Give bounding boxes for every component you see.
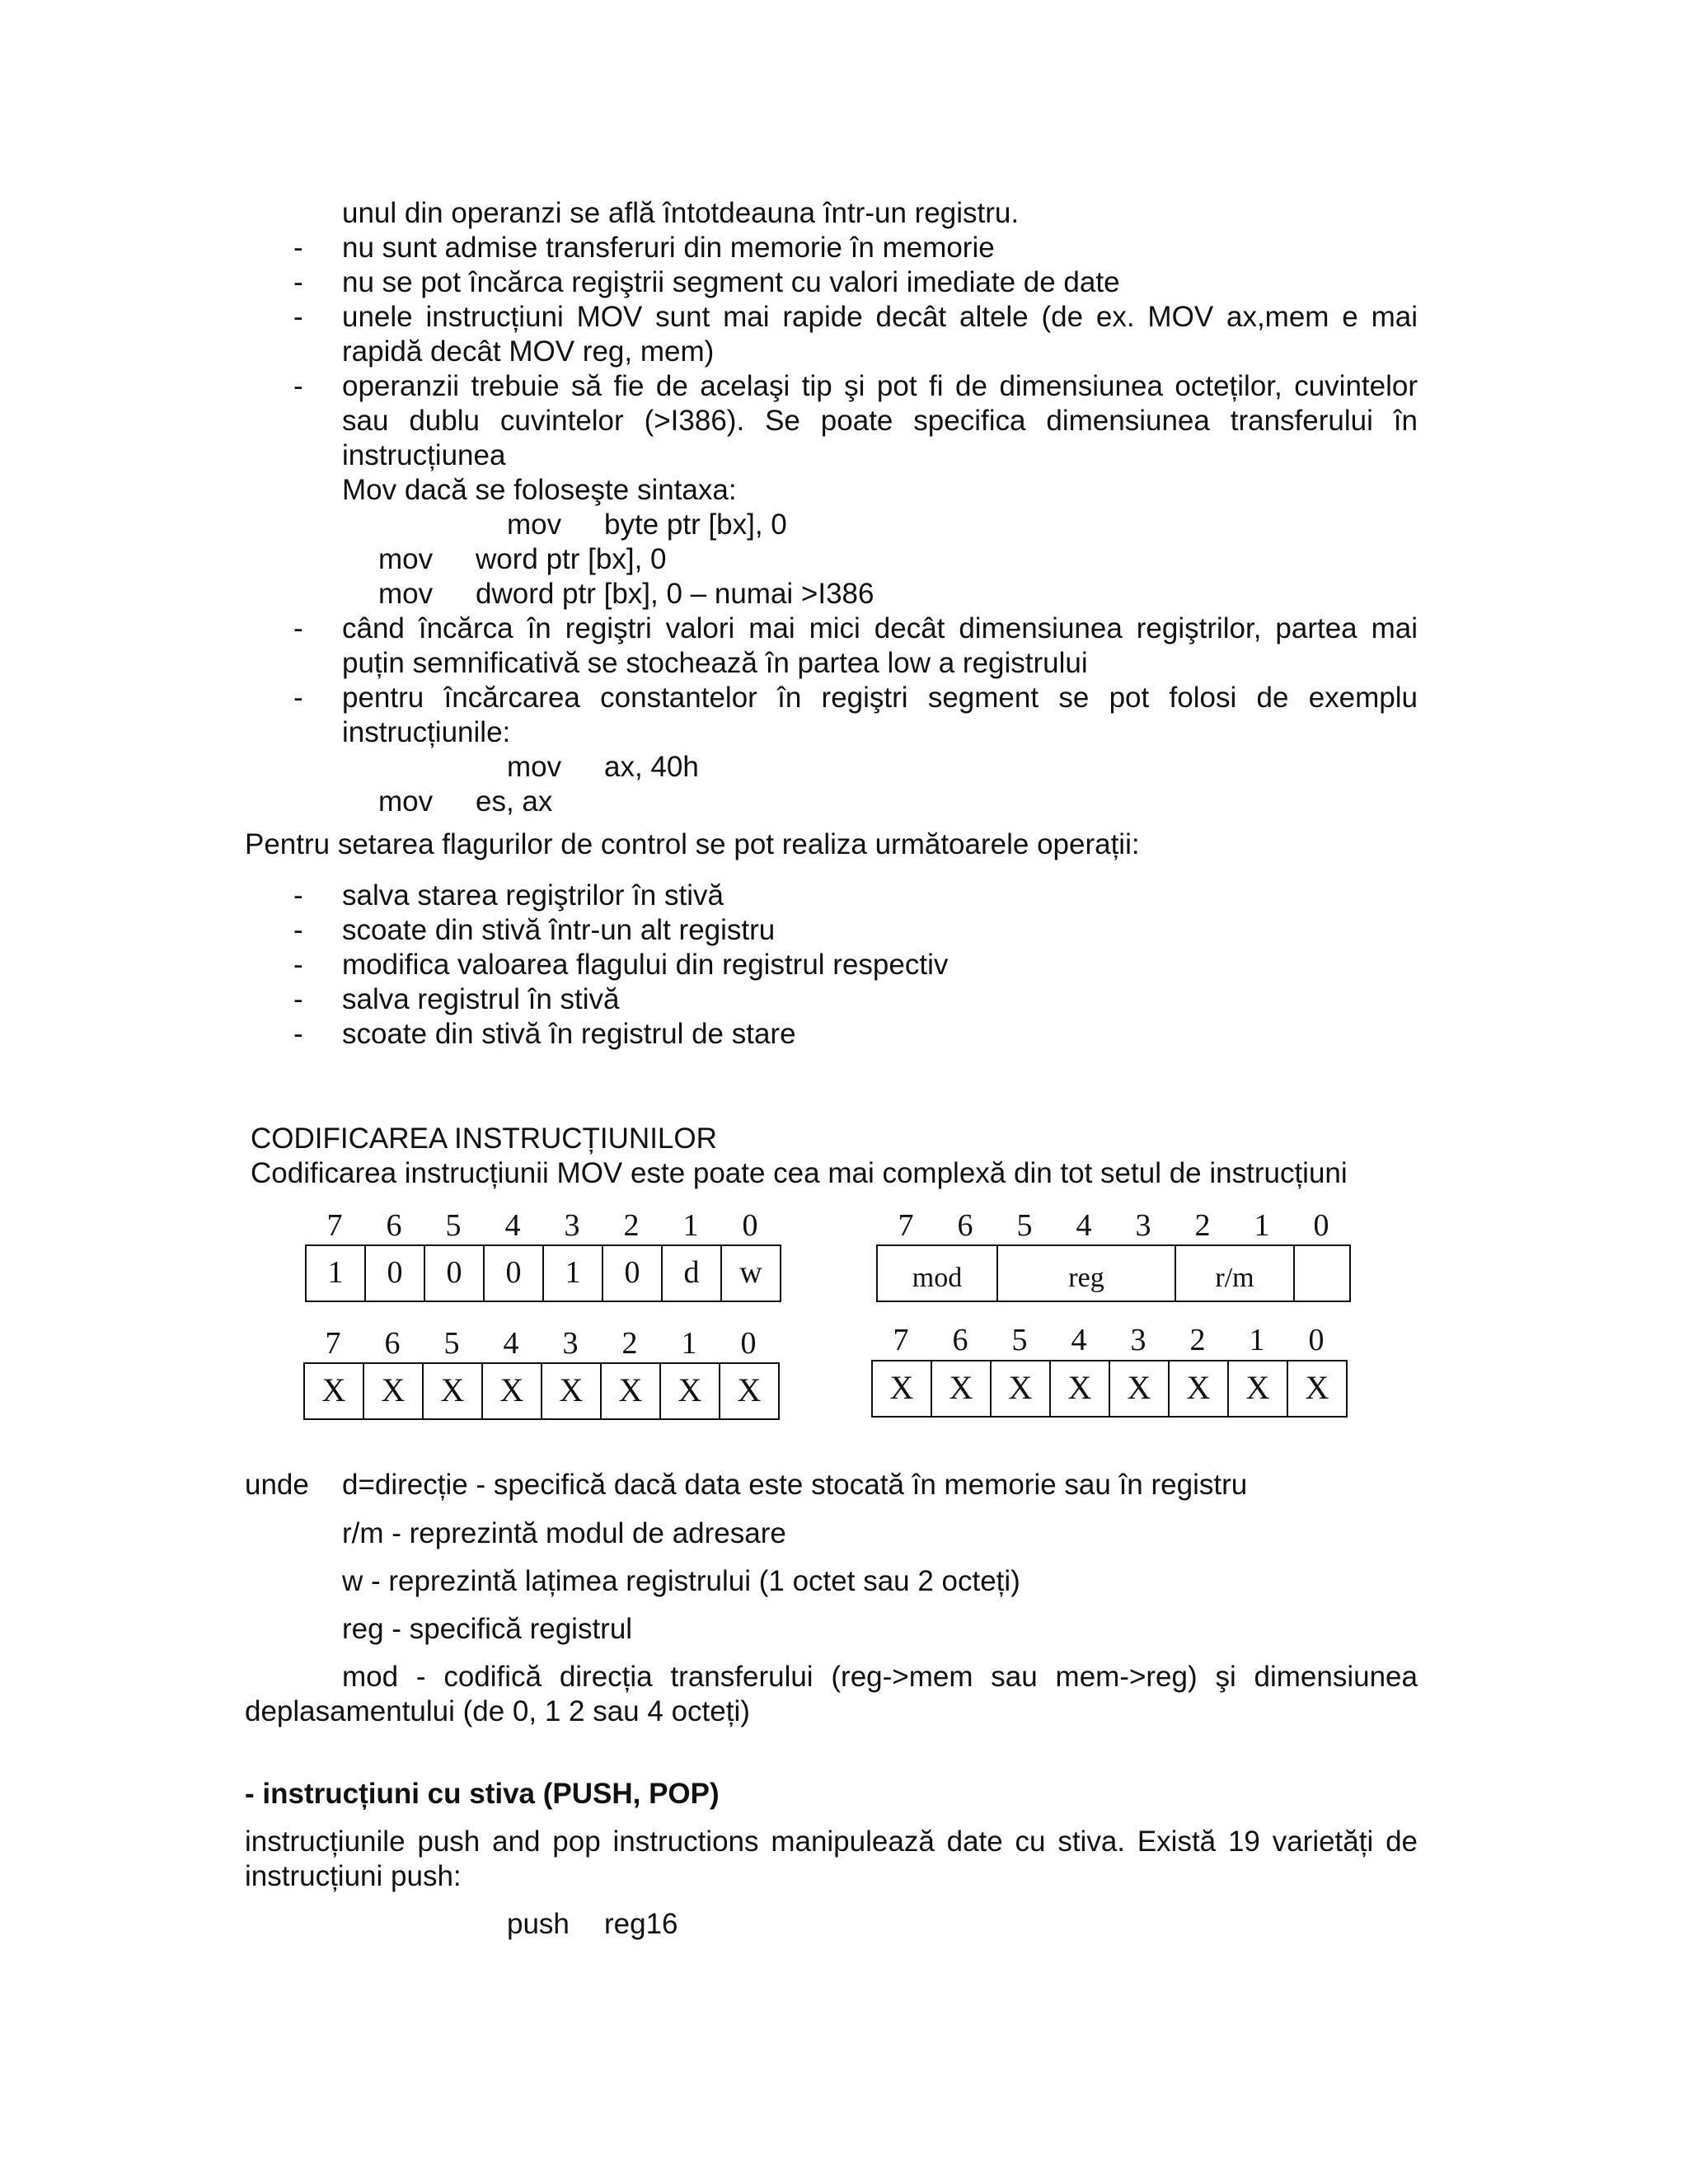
legend-unde: unde (245, 1469, 309, 1501)
x-bit: X (990, 1360, 1051, 1418)
list-item: nu se pot încărca regiştrii segment cu valori imediate de date (342, 266, 1120, 298)
list-item-cont: instrucțiunea (342, 439, 506, 471)
code-mnemonic: mov (378, 578, 434, 610)
bit-number: 5 (445, 1208, 462, 1243)
code-operands: es, ax (476, 785, 553, 818)
opcode-bit: 0 (364, 1244, 425, 1302)
x-bit: X (871, 1360, 932, 1418)
list-item-cont: rapidă decât MOV reg, mem) (342, 335, 715, 368)
list-item: salva registrul în stivă (342, 983, 620, 1015)
x-bit: X (303, 1362, 364, 1420)
list-item-cont: instrucțiunile: (342, 716, 511, 748)
list-item: modifica valoarea flagului din registrul respectiv (342, 949, 949, 981)
x-bit: X (422, 1362, 483, 1420)
list-item: scoate din stivă în registrul de stare (342, 1018, 796, 1050)
legend-d: d=direcție - specifică dacă data este stocată în memorie sau în registru (342, 1469, 1248, 1501)
code-mnemonic: mov (378, 785, 434, 818)
list-item: unele instrucțiuni MOV sunt mai rapide decât altele (de ex. MOV ax,mem e mai (342, 301, 1418, 333)
direction-bit: d (661, 1244, 722, 1302)
list-dash: - (293, 232, 303, 264)
x-bit: X (1227, 1360, 1288, 1418)
bit-number: 1 (682, 1208, 699, 1243)
bit-number: 3 (562, 1326, 579, 1361)
reg-field: reg (996, 1246, 1175, 1301)
bit-number: 5 (443, 1326, 460, 1361)
x-bit: X (1168, 1360, 1229, 1418)
x-bit: X (600, 1362, 661, 1420)
bit-number: 4 (503, 1326, 519, 1361)
rm-field-tail (1293, 1246, 1349, 1301)
list-item: pentru încărcarea constantelor în regiştri segment se pot folosi de exemplu (342, 682, 1418, 714)
list-dash: - (293, 682, 303, 714)
list-item-cont: Mov dacă se foloseşte sintaxa: (342, 474, 737, 506)
bit-number: 4 (1076, 1208, 1092, 1243)
bit-number: 2 (621, 1326, 638, 1361)
list-dash: - (293, 1018, 303, 1050)
opcode-bit: 0 (424, 1244, 485, 1302)
code-operands: byte ptr [bx], 0 (604, 509, 787, 541)
bit-number: 2 (1194, 1208, 1211, 1243)
bit-number: 0 (1308, 1323, 1325, 1357)
legend-reg: reg - specifică registrul (342, 1613, 633, 1645)
x-bit: X (541, 1362, 602, 1420)
flags-intro: Pentru setarea flagurilor de control se pot realiza următoarele operații: (245, 828, 1140, 860)
opcode-bit: 1 (305, 1244, 366, 1302)
code-mnemonic: mov (378, 543, 434, 575)
bit-number: 5 (1011, 1323, 1028, 1357)
list-dash: - (293, 266, 303, 298)
width-bit: w (720, 1244, 781, 1302)
modrm-byte (876, 1244, 1351, 1302)
x-bit: X (719, 1362, 780, 1420)
list-item: nu sunt admise transferuri din memorie în memorie (342, 232, 995, 264)
text-line: unul din operanzi se află întotdeauna într-un registru. (342, 197, 1020, 229)
stack-heading: - instrucțiuni cu stiva (PUSH, POP) (245, 1778, 720, 1810)
code-operands: ax, 40h (604, 751, 699, 783)
code-operands: dword ptr [bx], 0 – numai >I386 (476, 578, 874, 610)
list-item: scoate din stivă într-un alt registru (342, 914, 776, 946)
code-operands: word ptr [bx], 0 (476, 543, 667, 575)
code-operands: reg16 (604, 1908, 678, 1940)
legend-rm: r/m - reprezintă modul de adresare (342, 1517, 786, 1549)
bit-number: 3 (564, 1208, 580, 1243)
bit-number: 6 (957, 1208, 973, 1243)
bit-number: 6 (386, 1208, 402, 1243)
list-item-cont: puțin semnificativă se stochează în partea low a registrului (342, 647, 1088, 679)
list-dash: - (293, 879, 303, 912)
bit-number: 0 (742, 1208, 758, 1243)
bit-number: 7 (893, 1323, 909, 1357)
x-bit: X (1049, 1360, 1110, 1418)
opcode-bit: 1 (542, 1244, 603, 1302)
bit-number: 7 (898, 1208, 914, 1243)
bit-number: 0 (740, 1326, 757, 1361)
opcode-bit: 0 (602, 1244, 663, 1302)
x-bit: X (363, 1362, 424, 1420)
bit-number: 4 (1071, 1323, 1087, 1357)
bit-number: 5 (1016, 1208, 1033, 1243)
list-dash: - (293, 914, 303, 946)
list-item: când încărca în regiştri valori mai mici decât dimensiunea regiştrilor, partea mai (342, 612, 1418, 644)
section-heading: CODIFICAREA INSTRUCȚIUNILOR (251, 1122, 717, 1155)
x-bit: X (481, 1362, 542, 1420)
list-item: salva starea regiştrilor în stivă (342, 879, 724, 912)
bit-number: 1 (681, 1326, 697, 1361)
bit-number: 2 (623, 1208, 640, 1243)
code-mnemonic: mov (507, 751, 562, 783)
rm-field: r/m (1175, 1246, 1293, 1301)
bit-number: 2 (1189, 1323, 1206, 1357)
list-dash: - (293, 370, 303, 402)
bit-number: 0 (1313, 1208, 1329, 1243)
bit-number: 3 (1130, 1323, 1146, 1357)
x-bit: X (931, 1360, 992, 1418)
bit-number: 1 (1254, 1208, 1270, 1243)
opcode-bit: 0 (483, 1244, 544, 1302)
stack-paragraph: instrucțiunile push and pop instructions manipulează date cu stiva. Există 19 varietăți de (245, 1825, 1418, 1858)
mod-field: mod (912, 1263, 963, 1293)
list-dash: - (293, 949, 303, 981)
list-item-cont: sau dublu cuvintelor (>I386). Se poate specifica dimensiunea transferului în (342, 405, 1418, 437)
bit-number: 4 (504, 1208, 521, 1243)
code-mnemonic: mov (507, 509, 562, 541)
legend-w: w - reprezintă lațimea registrului (1 octet sau 2 octeți) (342, 1565, 1020, 1597)
list-item: operanzii trebuie să fie de acelaşi tip şi pot fi de dimensiunea octeților, cuvintelor (342, 370, 1418, 402)
bit-number: 6 (952, 1323, 968, 1357)
bit-number: 3 (1135, 1208, 1151, 1243)
section-subtitle: Codificarea instrucțiunii MOV este poate cea mai complexă din tot setul de instrucțiuni (251, 1157, 1348, 1189)
bit-number: 7 (325, 1326, 341, 1361)
list-dash: - (293, 983, 303, 1015)
bit-number: 6 (384, 1326, 401, 1361)
x-bit: X (1287, 1360, 1348, 1418)
code-mnemonic: push (507, 1908, 570, 1940)
legend-mod-cont: deplasamentului (de 0, 1 2 sau 4 octeți) (245, 1695, 750, 1727)
bit-number: 1 (1249, 1323, 1265, 1357)
x-bit: X (659, 1362, 720, 1420)
list-dash: - (293, 301, 303, 333)
x-bit: X (1109, 1360, 1170, 1418)
bit-number: 7 (326, 1208, 343, 1243)
list-dash: - (293, 612, 303, 644)
legend-mod: mod - codifică direcția transferului (reg->mem sau mem->reg) şi dimensiunea (342, 1661, 1418, 1693)
stack-paragraph-cont: instrucțiuni push: (245, 1860, 462, 1892)
